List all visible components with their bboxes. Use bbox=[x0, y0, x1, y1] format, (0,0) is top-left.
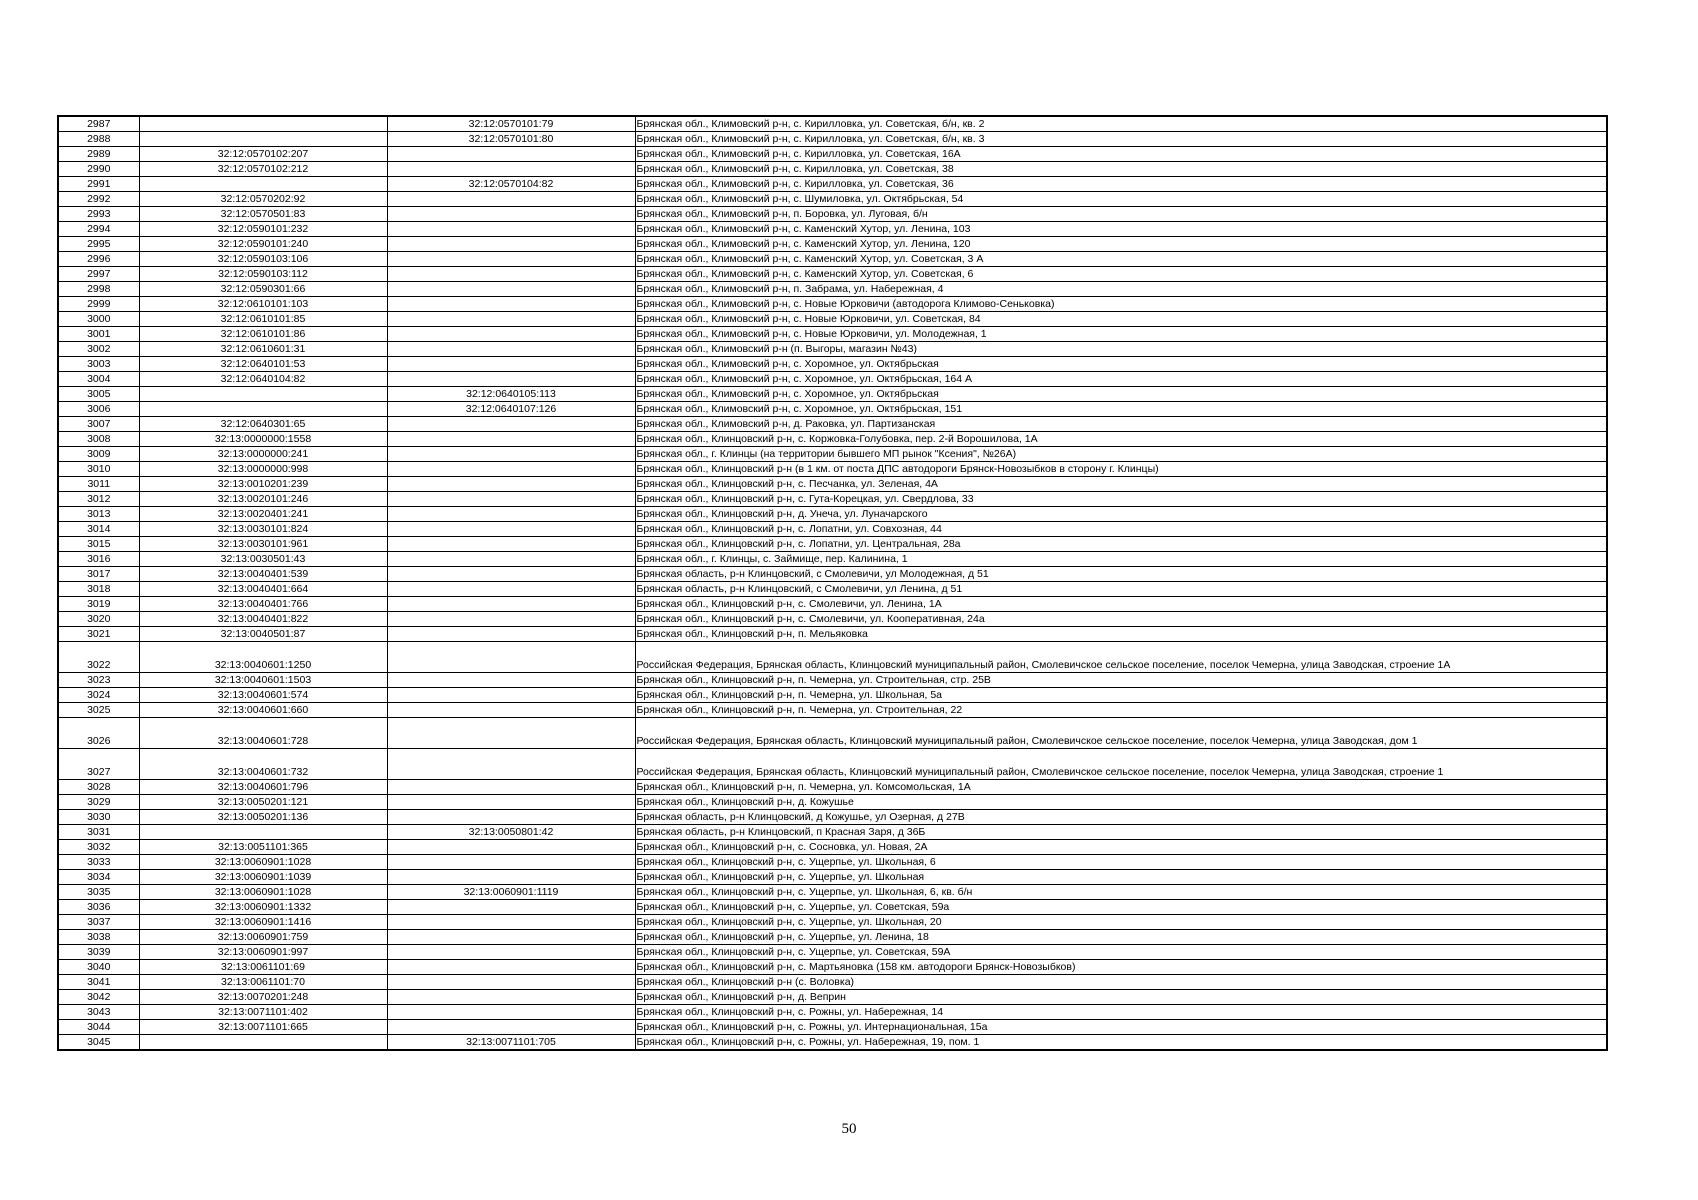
table-row bbox=[58, 612, 1607, 627]
table-row bbox=[58, 462, 1607, 477]
cadastral-number-cell: 32:12:0610601:31 bbox=[139, 342, 387, 357]
row-number-cell: 3005 bbox=[58, 387, 139, 402]
cadastral-number-alt-cell bbox=[387, 642, 635, 673]
table-row bbox=[58, 567, 1607, 582]
cadastral-number-cell bbox=[139, 402, 387, 417]
address-cell: Брянская обл., Клинцовский р-н, с. Рожны, ул. Интернациональная, 15а bbox=[635, 1020, 1607, 1035]
row-number-cell: 3002 bbox=[58, 342, 139, 357]
address-cell: Брянская обл., Клинцовский р-н, с. Ущерпье, ул. Советская, 59а bbox=[635, 900, 1607, 915]
table-row bbox=[58, 688, 1607, 703]
row-number-cell: 2991 bbox=[58, 177, 139, 192]
address-cell: Брянская обл., Климовский р-н, с. Новые Юрковичи, ул. Молодежная, 1 bbox=[635, 327, 1607, 342]
address-cell: Брянская обл., Клинцовский р-н, с. Ущерпье, ул. Школьная bbox=[635, 870, 1607, 885]
table-row bbox=[58, 703, 1607, 718]
address-cell: Брянская обл., Климовский р-н, с. Кирилловка, ул. Советская, 36 bbox=[635, 177, 1607, 192]
table-row bbox=[58, 825, 1607, 840]
cadastral-number-alt-cell bbox=[387, 855, 635, 870]
row-number-cell: 3021 bbox=[58, 627, 139, 642]
cadastral-number-alt-cell bbox=[387, 447, 635, 462]
cadastral-number-cell: 32:12:0590101:232 bbox=[139, 222, 387, 237]
registry-table-body bbox=[58, 116, 1607, 1050]
cadastral-number-alt-cell bbox=[387, 357, 635, 372]
table-row bbox=[58, 582, 1607, 597]
cadastral-number-alt-cell: 32:13:0050801:42 bbox=[387, 825, 635, 840]
row-number-cell: 3028 bbox=[58, 780, 139, 795]
address-cell: Брянская обл., Клинцовский р-н, с. Лопатни, ул. Совхозная, 44 bbox=[635, 522, 1607, 537]
page-number: 50 bbox=[841, 1121, 857, 1137]
address-cell: Брянская обл., Клинцовский р-н, с. Ущерпье, ул. Школьная, 6, кв. б/н bbox=[635, 885, 1607, 900]
cadastral-number-cell bbox=[139, 825, 387, 840]
row-number-cell: 3004 bbox=[58, 372, 139, 387]
cadastral-number-cell: 32:13:0060901:997 bbox=[139, 945, 387, 960]
table-row bbox=[58, 990, 1607, 1005]
table-row bbox=[58, 749, 1607, 780]
table-row bbox=[58, 1035, 1607, 1051]
cadastral-number-alt-cell: 32:12:0640107:126 bbox=[387, 402, 635, 417]
address-cell: Брянская область, р-н Клинцовский, с Смолевичи, ул Молодежная, д 51 bbox=[635, 567, 1607, 582]
row-number-cell: 3039 bbox=[58, 945, 139, 960]
cadastral-number-cell: 32:12:0570102:207 bbox=[139, 147, 387, 162]
address-cell: Брянская обл., Климовский р-н, с. Хоромное, ул. Октябрьская bbox=[635, 387, 1607, 402]
table-row bbox=[58, 327, 1607, 342]
cadastral-number-alt-cell bbox=[387, 930, 635, 945]
address-cell: Брянская обл., Клинцовский р-н, п. Чемерна, ул. Комсомольская, 1А bbox=[635, 780, 1607, 795]
address-cell: Брянская обл., Клинцовский р-н, д. Веприн bbox=[635, 990, 1607, 1005]
address-cell: Брянская обл., Клинцовский р-н (в 1 км. от поста ДПС автодороги Брянск-Новозыбков в сторону г. Клинцы) bbox=[635, 462, 1607, 477]
table-row bbox=[58, 162, 1607, 177]
cadastral-number-cell: 32:12:0570102:212 bbox=[139, 162, 387, 177]
address-cell: Брянская обл., Климовский р-н, с. Кирилловка, ул. Советская, б/н, кв. 3 bbox=[635, 132, 1607, 147]
cadastral-number-cell: 32:13:0020101:246 bbox=[139, 492, 387, 507]
cadastral-number-alt-cell bbox=[387, 688, 635, 703]
table-row bbox=[58, 795, 1607, 810]
cadastral-number-alt-cell bbox=[387, 477, 635, 492]
cadastral-number-cell: 32:13:0040601:796 bbox=[139, 780, 387, 795]
cadastral-number-alt-cell bbox=[387, 162, 635, 177]
address-cell: Брянская область, р-н Клинцовский, п Красная Заря, д 36Б bbox=[635, 825, 1607, 840]
table-row bbox=[58, 627, 1607, 642]
cadastral-number-cell: 32:13:0030101:961 bbox=[139, 537, 387, 552]
cadastral-number-cell: 32:13:0030101:824 bbox=[139, 522, 387, 537]
cadastral-number-alt-cell bbox=[387, 282, 635, 297]
cadastral-number-cell: 32:12:0610101:85 bbox=[139, 312, 387, 327]
address-cell: Брянская обл., Климовский р-н, с. Хоромное, ул. Октябрьская, 164 А bbox=[635, 372, 1607, 387]
row-number-cell: 3027 bbox=[58, 749, 139, 780]
row-number-cell: 3040 bbox=[58, 960, 139, 975]
table-row bbox=[58, 132, 1607, 147]
row-number-cell: 3037 bbox=[58, 915, 139, 930]
address-cell: Брянская обл., Клинцовский р-н, п. Мельяковка bbox=[635, 627, 1607, 642]
cadastral-number-alt-cell bbox=[387, 975, 635, 990]
address-cell: Брянская обл., Климовский р-н, с. Новые Юрковичи (автодорога Климово-Сеньковка) bbox=[635, 297, 1607, 312]
address-cell: Брянская обл., Климовский р-н, с. Хоромное, ул. Октябрьская, 151 bbox=[635, 402, 1607, 417]
table-row bbox=[58, 552, 1607, 567]
address-cell: Брянская обл., Климовский р-н, с. Каменский Хутор, ул. Советская, 6 bbox=[635, 267, 1607, 282]
address-cell: Брянская обл., Климовский р-н (п. Выгоры, магазин №43) bbox=[635, 342, 1607, 357]
table-row bbox=[58, 915, 1607, 930]
cadastral-number-alt-cell bbox=[387, 718, 635, 749]
row-number-cell: 2989 bbox=[58, 147, 139, 162]
cadastral-number-alt-cell bbox=[387, 552, 635, 567]
row-number-cell: 2997 bbox=[58, 267, 139, 282]
address-cell: Брянская обл., Климовский р-н, с. Шумиловка, ул. Октябрьская, 54 bbox=[635, 192, 1607, 207]
cadastral-number-cell: 32:13:0030501:43 bbox=[139, 552, 387, 567]
cadastral-number-alt-cell bbox=[387, 267, 635, 282]
cadastral-number-alt-cell: 32:13:0060901:1119 bbox=[387, 885, 635, 900]
cadastral-number-alt-cell bbox=[387, 492, 635, 507]
row-number-cell: 3025 bbox=[58, 703, 139, 718]
row-number-cell: 3033 bbox=[58, 855, 139, 870]
cadastral-number-alt-cell bbox=[387, 1020, 635, 1035]
cadastral-number-cell: 32:13:0040601:1503 bbox=[139, 673, 387, 688]
row-number-cell: 2995 bbox=[58, 237, 139, 252]
table-row bbox=[58, 1005, 1607, 1020]
address-cell: Брянская обл., Клинцовский р-н, с. Мартьяновка (158 км. автодороги Брянск-Новозыбков) bbox=[635, 960, 1607, 975]
address-cell: Брянская обл., Клинцовский р-н, д. Кожушье bbox=[635, 795, 1607, 810]
table-row bbox=[58, 237, 1607, 252]
cadastral-number-cell: 32:13:0040401:822 bbox=[139, 612, 387, 627]
cadastral-number-cell: 32:13:0070201:248 bbox=[139, 990, 387, 1005]
cadastral-number-cell: 32:12:0640301:65 bbox=[139, 417, 387, 432]
table-row bbox=[58, 673, 1607, 688]
cadastral-number-cell: 32:13:0000000:1558 bbox=[139, 432, 387, 447]
cadastral-number-cell: 32:13:0071101:402 bbox=[139, 1005, 387, 1020]
row-number-cell: 3042 bbox=[58, 990, 139, 1005]
cadastral-number-alt-cell: 32:12:0570101:79 bbox=[387, 116, 635, 132]
cadastral-number-cell: 32:13:0061101:69 bbox=[139, 960, 387, 975]
table-row bbox=[58, 855, 1607, 870]
table-row bbox=[58, 522, 1607, 537]
row-number-cell: 3036 bbox=[58, 900, 139, 915]
cadastral-number-cell: 32:13:0010201:239 bbox=[139, 477, 387, 492]
cadastral-number-alt-cell bbox=[387, 990, 635, 1005]
row-number-cell: 3044 bbox=[58, 1020, 139, 1035]
cadastral-number-cell: 32:13:0050201:121 bbox=[139, 795, 387, 810]
address-cell: Брянская обл., Климовский р-н, с. Кирилловка, ул. Советская, 16А bbox=[635, 147, 1607, 162]
cadastral-number-cell: 32:13:0040401:664 bbox=[139, 582, 387, 597]
cadastral-number-cell: 32:13:0020401:241 bbox=[139, 507, 387, 522]
row-number-cell: 3012 bbox=[58, 492, 139, 507]
cadastral-number-alt-cell bbox=[387, 1005, 635, 1020]
cadastral-number-cell: 32:13:0040601:728 bbox=[139, 718, 387, 749]
table-row bbox=[58, 116, 1607, 132]
cadastral-number-cell: 32:12:0570202:92 bbox=[139, 192, 387, 207]
cadastral-number-cell: 32:13:0060901:759 bbox=[139, 930, 387, 945]
cadastral-number-alt-cell bbox=[387, 192, 635, 207]
cadastral-number-alt-cell bbox=[387, 417, 635, 432]
address-cell: Брянская обл., Клинцовский р-н, с. Песчанка, ул. Зеленая, 4А bbox=[635, 477, 1607, 492]
cadastral-number-alt-cell: 32:13:0071101:705 bbox=[387, 1035, 635, 1051]
table-row bbox=[58, 282, 1607, 297]
row-number-cell: 3034 bbox=[58, 870, 139, 885]
table-row bbox=[58, 960, 1607, 975]
address-cell: Брянская обл., Клинцовский р-н, п. Чемерна, ул. Школьная, 5а bbox=[635, 688, 1607, 703]
table-row bbox=[58, 537, 1607, 552]
row-number-cell: 2988 bbox=[58, 132, 139, 147]
cadastral-number-cell: 32:13:0060901:1416 bbox=[139, 915, 387, 930]
cadastral-number-alt-cell bbox=[387, 327, 635, 342]
address-cell: Брянская обл., Клинцовский р-н, п. Чемерна, ул. Строительная, 22 bbox=[635, 703, 1607, 718]
table-row bbox=[58, 402, 1607, 417]
cadastral-number-alt-cell bbox=[387, 960, 635, 975]
table-row bbox=[58, 477, 1607, 492]
cadastral-number-cell: 32:13:0040601:660 bbox=[139, 703, 387, 718]
cadastral-number-alt-cell bbox=[387, 840, 635, 855]
cadastral-number-cell bbox=[139, 387, 387, 402]
cadastral-number-cell: 32:13:0061101:70 bbox=[139, 975, 387, 990]
table-row bbox=[58, 642, 1607, 673]
cadastral-number-alt-cell: 32:12:0570104:82 bbox=[387, 177, 635, 192]
cadastral-number-alt-cell bbox=[387, 627, 635, 642]
cadastral-number-cell: 32:13:0071101:665 bbox=[139, 1020, 387, 1035]
table-row bbox=[58, 870, 1607, 885]
table-row bbox=[58, 507, 1607, 522]
cadastral-number-alt-cell bbox=[387, 612, 635, 627]
address-cell: Брянская обл., Климовский р-н, с. Каменский Хутор, ул. Советская, 3 А bbox=[635, 252, 1607, 267]
table-row bbox=[58, 147, 1607, 162]
cadastral-number-alt-cell bbox=[387, 372, 635, 387]
address-cell: Брянская обл., Климовский р-н, д. Раковка, ул. Партизанская bbox=[635, 417, 1607, 432]
table-row bbox=[58, 597, 1607, 612]
row-number-cell: 3041 bbox=[58, 975, 139, 990]
row-number-cell: 2996 bbox=[58, 252, 139, 267]
row-number-cell: 2998 bbox=[58, 282, 139, 297]
table-row bbox=[58, 192, 1607, 207]
cadastral-number-cell: 32:13:0000000:241 bbox=[139, 447, 387, 462]
cadastral-number-alt-cell bbox=[387, 780, 635, 795]
row-number-cell: 2987 bbox=[58, 116, 139, 132]
table-row bbox=[58, 718, 1607, 749]
table-row bbox=[58, 780, 1607, 795]
address-cell: Брянская обл., г. Клинцы, с. Займище, пер. Калинина, 1 bbox=[635, 552, 1607, 567]
cadastral-number-cell: 32:12:0590103:106 bbox=[139, 252, 387, 267]
address-cell: Брянская область, р-н Клинцовский, с Смолевичи, ул Ленина, д 51 bbox=[635, 582, 1607, 597]
row-number-cell: 2999 bbox=[58, 297, 139, 312]
cadastral-number-cell: 32:13:0040601:574 bbox=[139, 688, 387, 703]
cadastral-number-alt-cell bbox=[387, 915, 635, 930]
address-cell: Брянская обл., Клинцовский р-н, с. Сосновка, ул. Новая, 2А bbox=[635, 840, 1607, 855]
cadastral-number-alt-cell bbox=[387, 147, 635, 162]
table-row bbox=[58, 945, 1607, 960]
table-row bbox=[58, 492, 1607, 507]
address-cell: Брянская обл., Клинцовский р-н, с. Рожны, ул. Набережная, 14 bbox=[635, 1005, 1607, 1020]
cadastral-number-alt-cell bbox=[387, 312, 635, 327]
cadastral-number-alt-cell bbox=[387, 810, 635, 825]
cadastral-number-alt-cell bbox=[387, 222, 635, 237]
cadastral-number-cell: 32:13:0050201:136 bbox=[139, 810, 387, 825]
cadastral-number-cell: 32:13:0040601:732 bbox=[139, 749, 387, 780]
table-row bbox=[58, 447, 1607, 462]
row-number-cell: 3016 bbox=[58, 552, 139, 567]
cadastral-number-cell: 32:12:0640101:53 bbox=[139, 357, 387, 372]
address-cell: Брянская обл., Клинцовский р-н, с. Ущерпье, ул. Советская, 59А bbox=[635, 945, 1607, 960]
cadastral-number-cell: 32:13:0060901:1028 bbox=[139, 855, 387, 870]
address-cell: Брянская обл., Клинцовский р-н, п. Чемерна, ул. Строительная, стр. 25В bbox=[635, 673, 1607, 688]
registry-table bbox=[57, 115, 1608, 1051]
row-number-cell: 2994 bbox=[58, 222, 139, 237]
address-cell: Российская Федерация, Брянская область, Клинцовский муниципальный район, Смолевичское сельское поселение, поселок Чемерна, улица Заводская, строение 1 bbox=[635, 749, 1607, 780]
address-cell: Брянская обл., Климовский р-н, с. Хоромное, ул. Октябрьская bbox=[635, 357, 1607, 372]
cadastral-number-alt-cell bbox=[387, 297, 635, 312]
address-cell: Брянская область, р-н Клинцовский, д Кожушье, ул Озерная, д 27В bbox=[635, 810, 1607, 825]
cadastral-number-alt-cell bbox=[387, 582, 635, 597]
row-number-cell: 3035 bbox=[58, 885, 139, 900]
cadastral-number-cell: 32:13:0060901:1039 bbox=[139, 870, 387, 885]
cadastral-number-cell bbox=[139, 1035, 387, 1051]
table-row bbox=[58, 372, 1607, 387]
address-cell: Брянская обл., Клинцовский р-н (с. Воловка) bbox=[635, 975, 1607, 990]
address-cell: Брянская обл., Клинцовский р-н, с. Рожны, ул. Набережная, 19, пом. 1 bbox=[635, 1035, 1607, 1051]
cadastral-number-cell: 32:13:0040501:87 bbox=[139, 627, 387, 642]
cadastral-number-alt-cell bbox=[387, 597, 635, 612]
cadastral-number-cell: 32:12:0590101:240 bbox=[139, 237, 387, 252]
table-row bbox=[58, 387, 1607, 402]
cadastral-number-cell: 32:13:0040401:766 bbox=[139, 597, 387, 612]
cadastral-number-alt-cell bbox=[387, 673, 635, 688]
cadastral-number-alt-cell bbox=[387, 870, 635, 885]
row-number-cell: 3011 bbox=[58, 477, 139, 492]
cadastral-number-alt-cell bbox=[387, 507, 635, 522]
table-row bbox=[58, 417, 1607, 432]
cadastral-number-cell bbox=[139, 177, 387, 192]
row-number-cell: 3001 bbox=[58, 327, 139, 342]
address-cell: Брянская обл., Клинцовский р-н, с. Ущерпье, ул. Школьная, 6 bbox=[635, 855, 1607, 870]
table-row bbox=[58, 357, 1607, 372]
row-number-cell: 3023 bbox=[58, 673, 139, 688]
address-cell: Брянская обл., Клинцовский р-н, с. Гута-Корецкая, ул. Свердлова, 33 bbox=[635, 492, 1607, 507]
table-row bbox=[58, 930, 1607, 945]
cadastral-number-cell bbox=[139, 132, 387, 147]
cadastral-number-alt-cell bbox=[387, 342, 635, 357]
row-number-cell: 3029 bbox=[58, 795, 139, 810]
table-row bbox=[58, 1020, 1607, 1035]
cadastral-number-alt-cell: 32:12:0640105:113 bbox=[387, 387, 635, 402]
table-row bbox=[58, 297, 1607, 312]
cadastral-number-cell: 32:13:0051101:365 bbox=[139, 840, 387, 855]
cadastral-number-alt-cell bbox=[387, 537, 635, 552]
row-number-cell: 2990 bbox=[58, 162, 139, 177]
row-number-cell: 3007 bbox=[58, 417, 139, 432]
cadastral-number-alt-cell bbox=[387, 237, 635, 252]
cadastral-number-cell: 32:12:0610101:86 bbox=[139, 327, 387, 342]
address-cell: Брянская обл., Климовский р-н, п. Боровка, ул. Луговая, б/н bbox=[635, 207, 1607, 222]
cadastral-number-alt-cell bbox=[387, 900, 635, 915]
cadastral-number-cell: 32:12:0590103:112 bbox=[139, 267, 387, 282]
row-number-cell: 3015 bbox=[58, 537, 139, 552]
cadastral-number-alt-cell bbox=[387, 462, 635, 477]
cadastral-number-alt-cell bbox=[387, 703, 635, 718]
address-cell: Брянская обл., Клинцовский р-н, с. Смолевичи, ул. Кооперативная, 24а bbox=[635, 612, 1607, 627]
cadastral-number-alt-cell bbox=[387, 252, 635, 267]
table-row bbox=[58, 975, 1607, 990]
table-row bbox=[58, 885, 1607, 900]
row-number-cell: 3017 bbox=[58, 567, 139, 582]
row-number-cell: 3006 bbox=[58, 402, 139, 417]
table-row bbox=[58, 312, 1607, 327]
row-number-cell: 3000 bbox=[58, 312, 139, 327]
cadastral-number-alt-cell bbox=[387, 945, 635, 960]
address-cell: Брянская обл., Климовский р-н, с. Каменский Хутор, ул. Ленина, 120 bbox=[635, 237, 1607, 252]
registry-table-container bbox=[57, 115, 1606, 1051]
cadastral-number-alt-cell bbox=[387, 749, 635, 780]
table-row bbox=[58, 252, 1607, 267]
cadastral-number-alt-cell bbox=[387, 795, 635, 810]
cadastral-number-alt-cell bbox=[387, 567, 635, 582]
table-row bbox=[58, 432, 1607, 447]
table-row bbox=[58, 267, 1607, 282]
address-cell: Брянская обл., Клинцовский р-н, с. Ущерпье, ул. Школьная, 20 bbox=[635, 915, 1607, 930]
table-row bbox=[58, 810, 1607, 825]
row-number-cell: 3031 bbox=[58, 825, 139, 840]
cadastral-number-alt-cell: 32:12:0570101:80 bbox=[387, 132, 635, 147]
table-row bbox=[58, 207, 1607, 222]
row-number-cell: 3013 bbox=[58, 507, 139, 522]
cadastral-number-cell: 32:13:0040601:1250 bbox=[139, 642, 387, 673]
address-cell: Брянская обл., г. Клинцы (на территории бывшего МП рынок "Ксения", №26А) bbox=[635, 447, 1607, 462]
row-number-cell: 3010 bbox=[58, 462, 139, 477]
cadastral-number-cell: 32:12:0570501:83 bbox=[139, 207, 387, 222]
row-number-cell: 3018 bbox=[58, 582, 139, 597]
table-row bbox=[58, 342, 1607, 357]
row-number-cell: 3009 bbox=[58, 447, 139, 462]
address-cell: Брянская обл., Климовский р-н, с. Кирилловка, ул. Советская, б/н, кв. 2 bbox=[635, 116, 1607, 132]
cadastral-number-cell: 32:12:0640104:82 bbox=[139, 372, 387, 387]
address-cell: Брянская обл., Клинцовский р-н, с. Коржовка-Голубовка, пер. 2-й Ворошилова, 1А bbox=[635, 432, 1607, 447]
address-cell: Брянская обл., Климовский р-н, с. Кирилловка, ул. Советская, 38 bbox=[635, 162, 1607, 177]
row-number-cell: 3020 bbox=[58, 612, 139, 627]
address-cell: Брянская обл., Климовский р-н, п. Забрама, ул. Набережная, 4 bbox=[635, 282, 1607, 297]
cadastral-number-alt-cell bbox=[387, 207, 635, 222]
cadastral-number-cell: 32:13:0060901:1332 bbox=[139, 900, 387, 915]
cadastral-number-cell: 32:12:0590301:66 bbox=[139, 282, 387, 297]
address-cell: Брянская обл., Климовский р-н, с. Новые Юрковичи, ул. Советская, 84 bbox=[635, 312, 1607, 327]
row-number-cell: 3022 bbox=[58, 642, 139, 673]
table-row bbox=[58, 177, 1607, 192]
row-number-cell: 3032 bbox=[58, 840, 139, 855]
row-number-cell: 3024 bbox=[58, 688, 139, 703]
address-cell: Брянская обл., Клинцовский р-н, с. Лопатни, ул. Центральная, 28а bbox=[635, 537, 1607, 552]
address-cell: Брянская обл., Клинцовский р-н, с. Смолевичи, ул. Ленина, 1А bbox=[635, 597, 1607, 612]
table-row bbox=[58, 840, 1607, 855]
address-cell: Брянская обл., Клинцовский р-н, с. Ущерпье, ул. Ленина, 18 bbox=[635, 930, 1607, 945]
row-number-cell: 3008 bbox=[58, 432, 139, 447]
address-cell: Брянская обл., Клинцовский р-н, д. Унеча, ул. Луначарского bbox=[635, 507, 1607, 522]
row-number-cell: 3030 bbox=[58, 810, 139, 825]
cadastral-number-cell: 32:12:0610101:103 bbox=[139, 297, 387, 312]
table-row bbox=[58, 900, 1607, 915]
row-number-cell: 3043 bbox=[58, 1005, 139, 1020]
cadastral-number-alt-cell bbox=[387, 432, 635, 447]
cadastral-number-alt-cell bbox=[387, 522, 635, 537]
row-number-cell: 3038 bbox=[58, 930, 139, 945]
address-cell: Российская Федерация, Брянская область, Клинцовский муниципальный район, Смолевичское сельское поселение, поселок Чемерна, улица Заводская, дом 1 bbox=[635, 718, 1607, 749]
table-row bbox=[58, 222, 1607, 237]
cadastral-number-cell bbox=[139, 116, 387, 132]
row-number-cell: 3014 bbox=[58, 522, 139, 537]
row-number-cell: 3019 bbox=[58, 597, 139, 612]
address-cell: Российская Федерация, Брянская область, Клинцовский муниципальный район, Смолевичское сельское поселение, поселок Чемерна, улица Заводская, строение 1А bbox=[635, 642, 1607, 673]
row-number-cell: 2992 bbox=[58, 192, 139, 207]
row-number-cell: 2993 bbox=[58, 207, 139, 222]
cadastral-number-cell: 32:13:0000000:998 bbox=[139, 462, 387, 477]
row-number-cell: 3045 bbox=[58, 1035, 139, 1051]
row-number-cell: 3026 bbox=[58, 718, 139, 749]
address-cell: Брянская обл., Климовский р-н, с. Каменский Хутор, ул. Ленина, 103 bbox=[635, 222, 1607, 237]
row-number-cell: 3003 bbox=[58, 357, 139, 372]
cadastral-number-cell: 32:13:0060901:1028 bbox=[139, 885, 387, 900]
cadastral-number-cell: 32:13:0040401:539 bbox=[139, 567, 387, 582]
